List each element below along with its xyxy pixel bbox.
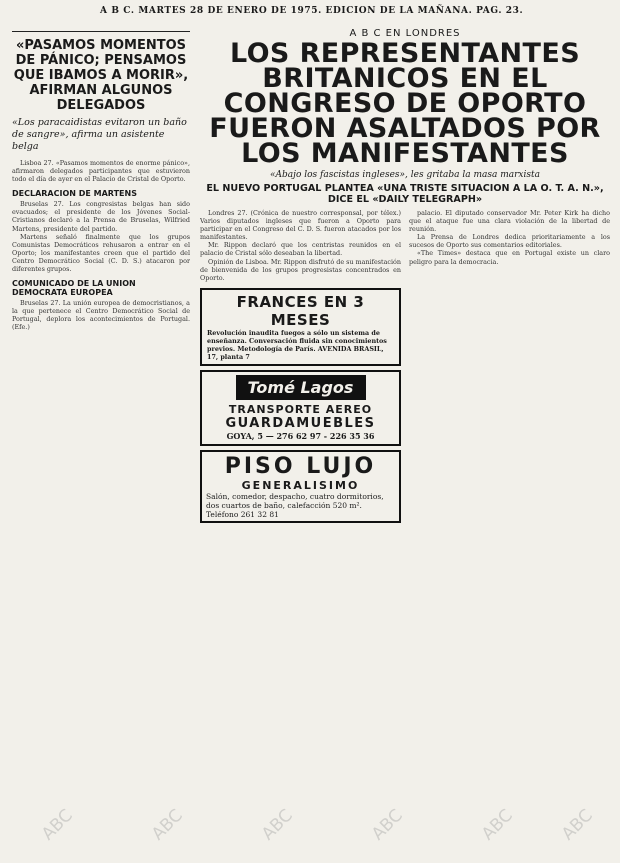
main-subhead: «Abajo los fascistas ingleses», les gritaba la masa marxista (270, 170, 540, 180)
ad-french-title: FRANCES EN 3 MESES (236, 292, 365, 329)
left-paragraph-1: Lisboa 27. «Pasamos momentos de enorme pánico», afirmaron delegados participantes que estuvieron todo el día de ayer en el Palacio de Cristal de Oporto. (12, 159, 190, 184)
article-col-2 (409, 209, 610, 527)
section-kicker: A B C EN LONDRES (349, 28, 461, 39)
watermark-logo: ABC (38, 805, 77, 845)
main-headline: LOS REPRESENTANTES BRITANICOS EN EL CONGRESO DE OPORTO FUERON ASALTADOS POR LOS MANIFESTANTES (209, 38, 601, 169)
ad-apartment-body: Salón, comedor, despacho, cuatro dormitorios, dos cuartos de baño, calefacción 520 m². Teléfono 261 32 81 (206, 491, 384, 519)
ad-moving-company (200, 370, 401, 446)
ad-moving-address: GOYA, 5 — 276 62 97 - 226 35 36 (226, 430, 375, 441)
section-title-martens: DECLARACION DE MARTENS (12, 189, 137, 199)
ad-apartment-title: PISO LUJO (224, 453, 377, 479)
left-headline: «PASAMOS MOMENTOS DE PÁNICO; PENSAMOS QUE IBAMOS A MORIR», AFIRMAN ALGUNOS DELEGADOS (13, 38, 189, 113)
watermark-logo: ABC (258, 805, 297, 845)
left-paragraph-3: Martens señaló finalmente que los grupos Comunistas Democráticos rehusaron a entrar en el Oporto; los manifestantes creen que el partido del Centro Democrático Social (C. D. S.) atacaron por diferentes grupos. (12, 232, 190, 274)
left-paragraph-4: Bruselas 27. La unión europea de democristianos, a la que pertenece el Centro Democrático Social de Portugal, deplora los acontecimientos de Portugal. (Efe.) (12, 299, 190, 332)
ad-french-course (200, 288, 401, 366)
ad-moving-line1: TRANSPORTE AEREO (228, 402, 373, 416)
left-paragraph-2: Bruselas 27. Los congresistas belgas han sido evacuados; el presidente de los Jóvenes Social-Cristianos declaró a la Prensa de Bruselas, Wilfried Martens, presidente del partido. (12, 200, 190, 233)
watermark-logo: ABC (148, 805, 187, 845)
watermark-logo: ABC (558, 805, 597, 845)
article-paragraph-2: Mr. Rippon declaró que los centristas reunidos en el palacio de Cristal sólo deseaban la libertad. (200, 241, 401, 258)
article-body (200, 209, 610, 527)
article-paragraph-6: «The Times» destaca que en Portugal existe un claro peligro para la democracia. (409, 249, 610, 266)
divider (12, 31, 190, 32)
article-paragraph-3: Opinión de Lisboa. Mr. Rippon disfrutó de su manifestación de bienvenida de los grupos progresistas concentrados en Oporto. (200, 257, 401, 282)
left-subtitle: «Los paracaidistas evitaron un baño de sangre», afirma un asistente belga (12, 117, 187, 152)
right-column (200, 28, 610, 858)
page-header: A B C. MARTES 28 DE ENERO DE 1975. EDICION DE LA MAÑANA. PAG. 23. (100, 6, 524, 16)
watermark-logo: ABC (478, 805, 517, 845)
left-column (12, 28, 190, 858)
ad-moving-logo: Tomé Lagos (236, 375, 366, 400)
article-paragraph-1: Londres 27. (Crónica de nuestro corresponsal, por télex.) Varios diputados ingleses que fueron a Oporto para participar en el Congreso del C. D. S. fueron atacados por los manifestantes. (200, 209, 401, 242)
ad-french-body: Revolución inaudita fuegos a sólo un sistema de enseñanza. Conversación fluida sin conocimientos previos. Metodología de París. AVENIDA BRASIL, 17, planta 7 (207, 328, 387, 361)
article-paragraph-4: palacio. El diputado conservador Mr. Peter Kirk ha dicho que el ataque fue una clara violación de la libertad de reunión. (409, 209, 610, 234)
ad-apartment (200, 450, 401, 523)
article-col-1 (200, 209, 401, 527)
article-paragraph-5: La Prensa de Londres dedica prioritariamente a los sucesos de Oporto sus comentarios editoriales. (409, 233, 610, 250)
ad-apartment-sub: GENERALISIMO (241, 478, 360, 492)
watermark-logo: ABC (368, 805, 407, 845)
main-subhead-2: EL NUEVO PORTUGAL PLANTEA «UNA TRISTE SITUACION A LA O. T. A. N.», DICE EL «DAILY TELEGRAPH» (206, 183, 604, 205)
section-title-union: COMUNICADO DE LA UNION DEMOCRATA EUROPEA (12, 279, 136, 298)
ad-moving-line2: GUARDAMUEBLES (225, 415, 376, 431)
